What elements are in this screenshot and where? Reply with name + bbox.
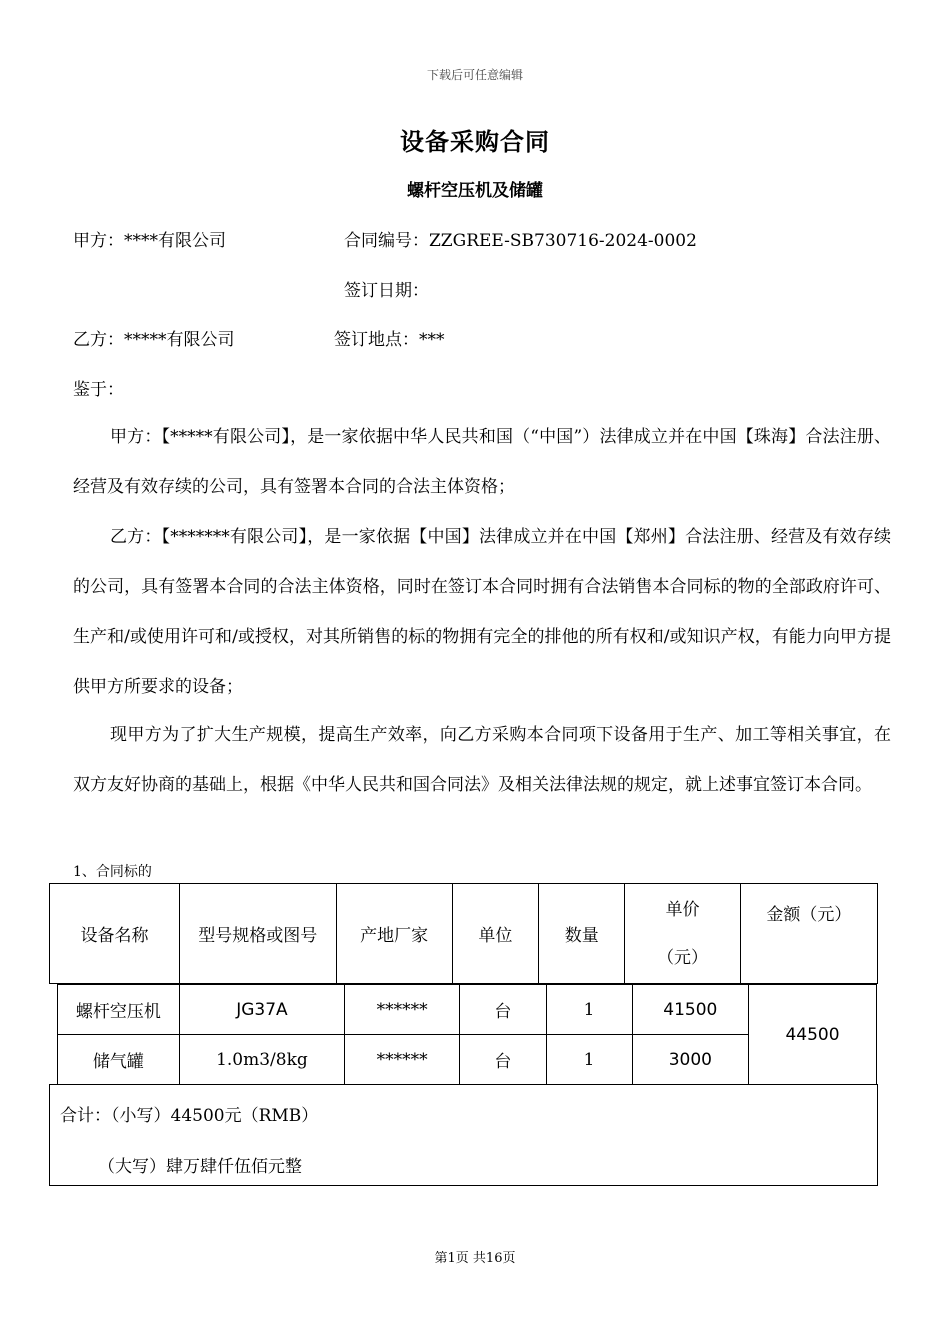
party-b-text: 乙方：【*******有限公司】，是一家依据【中国】法律成立并在中国【郑州】合法注册、经营及有效存续的公司，具有签署本合同的合法主体资格，同时在签订本合同时拥有合法销售本合同标的物的全部政府许可、生产和/或使用许可和/或授权，对其所销售的标的物拥有完全的排他的所有权和/或知识产权，有能力向甲方提供甲方所要求的设备；: [73, 527, 891, 697]
header-qty: 数量: [539, 884, 625, 984]
sum-small: 合计：（小写）44500元（RMB）: [60, 1106, 319, 1126]
sign-date: 签订日期：: [344, 281, 429, 301]
header-price-label: 单价: [665, 899, 700, 920]
party-b: 乙方：*****有限公司: [73, 330, 235, 350]
party-a: 甲方：****有限公司: [73, 231, 226, 251]
contract-number: 合同编号：ZZGREE-SB730716-2024-0002: [344, 231, 697, 251]
header-name: 设备名称: [50, 884, 180, 984]
row-qty: 1: [546, 985, 632, 1035]
row-qty: 1: [546, 1035, 632, 1085]
header-price-unit: （元）: [657, 947, 709, 968]
party-a-text: 甲方：【*****有限公司】，是一家依据中华人民共和国（“中国”）法律成立并在中国【珠海】合法注册、经营及有效存续的公司，具有签署本合同的合法主体资格；: [73, 427, 891, 497]
row-price: 41500: [632, 985, 748, 1035]
purpose-text: 现甲方为了扩大生产规模，提高生产效率，向乙方采购本合同项下设备用于生产、加工等相关事宜，在双方友好协商的基础上，根据《中华人民共和国合同法》及相关法律法规的规定，就上述事宜签订本合同。: [73, 725, 891, 795]
document-subtitle: 螺杆空压机及储罐: [407, 181, 543, 201]
sign-place: 签订地点：***: [334, 330, 445, 350]
row-name: 储气罐: [58, 1035, 180, 1085]
section-title: 1、合同标的: [73, 864, 152, 880]
header-unit: 单位: [452, 884, 538, 984]
row-maker: ******: [345, 985, 460, 1035]
total-amount-cell: 44500: [748, 984, 877, 1085]
table-row: [58, 1035, 749, 1085]
purpose-paragraph: [73, 710, 891, 810]
header-model: 型号规格或图号: [179, 884, 336, 984]
row-unit: 台: [460, 985, 546, 1035]
row-unit: 台: [460, 1035, 546, 1085]
equipment-table-body: [57, 984, 749, 1085]
sum-big: （大写）肆万肆仟伍佰元整: [98, 1157, 302, 1177]
party-a-paragraph: [73, 412, 891, 512]
page-footer: 第1页 共16页: [434, 1251, 516, 1266]
header-amount: 金额（元）: [740, 884, 877, 984]
header-price: [625, 884, 740, 984]
row-price: 3000: [632, 1035, 748, 1085]
row-maker: ******: [345, 1035, 460, 1085]
document-title: 设备采购合同: [400, 127, 550, 156]
sum-box: [49, 1084, 878, 1186]
party-b-paragraph: [73, 512, 891, 712]
row-name: 螺杆空压机: [58, 985, 180, 1035]
header-note: 下载后可任意编辑: [426, 68, 523, 82]
header-maker: 产地厂家: [336, 884, 452, 984]
row-model: 1.0m3/8kg: [179, 1035, 344, 1085]
equipment-table-header: [49, 883, 878, 984]
row-model: JG37A: [179, 985, 344, 1035]
table-row: [58, 985, 749, 1035]
whereas-label: 鉴于：: [73, 380, 124, 400]
